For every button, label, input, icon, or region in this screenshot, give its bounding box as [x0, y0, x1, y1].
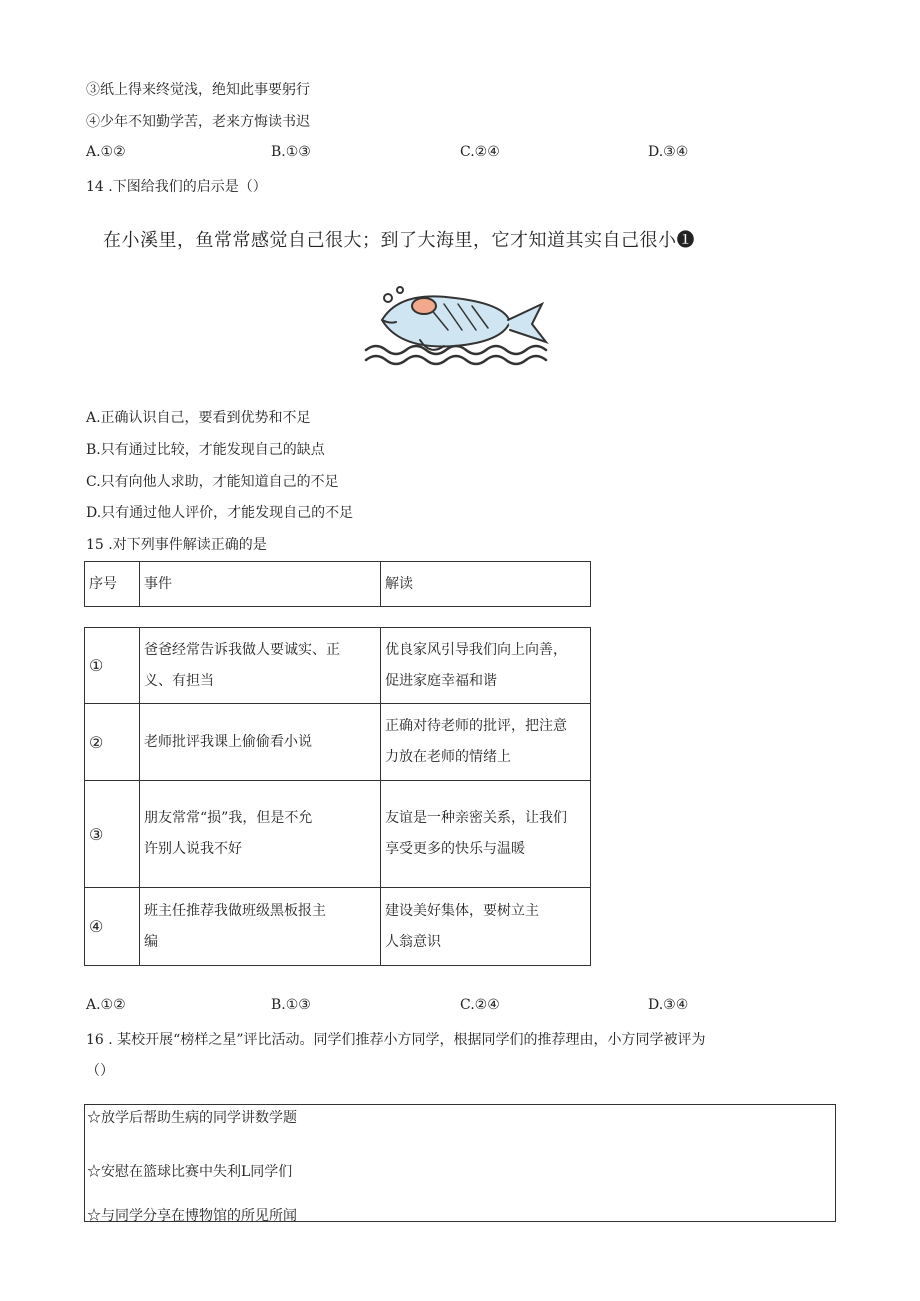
q14-option-b: B.只有通过比较，才能发现自己的缺点 [86, 442, 325, 458]
fish-illustration [360, 280, 560, 370]
bubble-icon [384, 294, 392, 302]
row-interpretation: 友谊是一种亲密关系，让我们 享受更多的快乐与温暖 [381, 781, 591, 888]
table-row [85, 781, 591, 888]
header-number: 序号 [85, 562, 140, 607]
q15-option-c: C.②④ [460, 997, 500, 1013]
q14-option-a: A.正确认识自己，要看到优势和不足 [86, 410, 311, 426]
row-event: 老师批评我课上偷偷看小说 [140, 704, 381, 781]
table-row [85, 704, 591, 781]
row-interpretation: 正确对待老师的批评，把注意 力放在老师的情绪上 [381, 704, 591, 781]
q15-option-d: D.③④ [648, 997, 689, 1013]
q14-option-d: D.只有通过他人评价，才能发现自己的不足 [86, 505, 354, 521]
wave-line [366, 346, 546, 354]
q13-option-d: D.③④ [648, 144, 689, 160]
q15-events-table [84, 627, 591, 966]
q16-stem-blank: （） [86, 1063, 114, 1079]
q15-option-b: B.①③ [271, 997, 311, 1013]
q13-option-b: B.①③ [271, 144, 311, 160]
q14-stem: 14 .下图给我们的启示是（） [86, 179, 267, 195]
fish-tail [508, 304, 546, 342]
reason-item: ☆与同学分享在博物馆的所见所闻 [87, 1208, 297, 1224]
header-interpretation: 解读 [381, 562, 591, 607]
q15-option-a: A.①② [86, 997, 126, 1013]
row-event: 爸爸经常告诉我做人要诚实、正 义、有担当 [140, 628, 381, 704]
q14-quote: 在小溪里，鱼常常感觉自己很大；到了大海里，它才知道其实自己很小❶ [103, 230, 695, 251]
row-number: ④ [85, 888, 140, 966]
q15-stem: 15 .对下列事件解读正确的是 [86, 537, 267, 553]
fish-eye [412, 298, 436, 314]
q14-option-c: C.只有向他人求助，才能知道自己的不足 [86, 474, 339, 490]
fish-body [382, 296, 510, 346]
q13-option-a: A.①② [86, 144, 126, 160]
reason-item: ☆放学后帮助生病的同学讲数学题 [87, 1110, 297, 1126]
q13-line4: ④少年不知勤学苦，老来方悔读书迟 [86, 114, 310, 130]
table-header-row [85, 562, 591, 607]
q16-reasons-box [84, 1104, 836, 1222]
header-event: 事件 [140, 562, 381, 607]
q16-stem: 16 . 某校开展“榜样之星”评比活动。同学们推荐小方同学，根据同学们的推荐理由，小方同学被评为 [86, 1032, 706, 1048]
q13-options [86, 144, 846, 164]
q13-line3: ③纸上得来终觉浅，绝知此事要躬行 [86, 82, 310, 98]
table-row [85, 888, 591, 966]
row-number: ① [85, 628, 140, 704]
table-row [85, 628, 591, 704]
bubble-icon [397, 287, 403, 293]
reason-item: ☆安慰在篮球比赛中失利L同学们 [87, 1164, 293, 1180]
row-interpretation: 建设美好集体，要树立主 人翁意识 [381, 888, 591, 966]
q13-option-c: C.②④ [460, 144, 500, 160]
q15-options [86, 997, 846, 1017]
q15-header-table [84, 561, 591, 607]
row-event: 朋友常常“损”我，但是不允 许别人说我不好 [140, 781, 381, 888]
row-interpretation: 优良家风引导我们向上向善， 促进家庭幸福和谐 [381, 628, 591, 704]
wave-line [366, 356, 546, 364]
row-number: ② [85, 704, 140, 781]
row-event: 班主任推荐我做班级黑板报主 编 [140, 888, 381, 966]
row-number: ③ [85, 781, 140, 888]
